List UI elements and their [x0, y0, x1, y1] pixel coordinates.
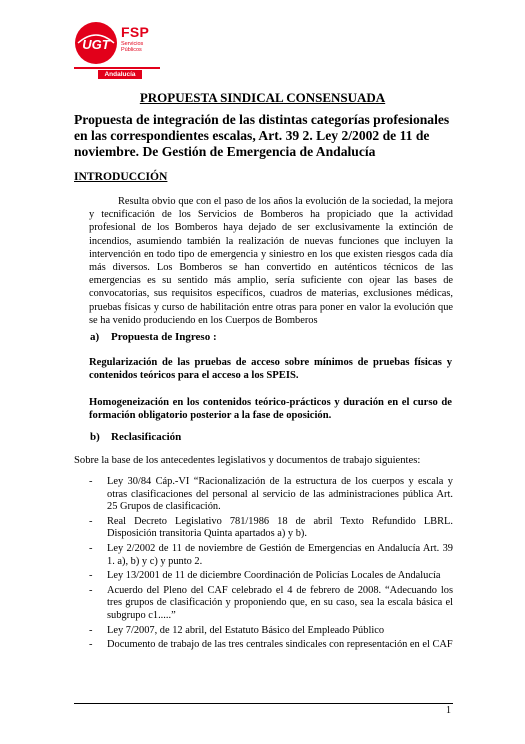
- document-heading: Propuesta de integración de las distintas categorías profesionales en las correspondientes escalas, Art. 39 2. Ley 2/2002 de 11 de noviembre. De Gestión de Emergencia de Andalucía: [74, 112, 450, 159]
- logo-brand: FSP: [121, 24, 150, 40]
- logo-sub-line1: Servicios: [121, 41, 144, 47]
- list-item: [89, 585, 453, 623]
- proposal-paragraph-1: Regularización de las pruebas de acceso sobre mínimos de pruebas físicas y contenidos teóricos para el acceso a los SPEIS.: [89, 357, 452, 381]
- list-item: [89, 625, 453, 638]
- bullet-dash: -: [89, 515, 93, 527]
- bullet-dash: -: [89, 584, 93, 596]
- list-item: [89, 570, 453, 583]
- logo-org-text: UGT: [82, 37, 110, 52]
- list-item: [89, 543, 453, 568]
- page-number: 1: [446, 705, 451, 716]
- list-item: [89, 516, 453, 541]
- list-item-text: Ley 2/2002 de 11 de noviembre de Gestión de Emergencias en Andalucía Art. 39 1. a), b) y c) y punto 2.: [107, 542, 453, 567]
- bullet-dash: -: [89, 639, 93, 651]
- list-item-text: Ley 30/84 Cáp.-VI “Racionalización de la estructura de los cuerpos y escala y otras clasificaciones del personal al servicio de las administraciones pública Art. 25 Grupos de clasificación.: [107, 476, 453, 513]
- list-item-text: Ley 7/2007, de 12 abril, del Estatuto Básico del Empleado Público: [107, 624, 385, 636]
- logo-text-block: [121, 25, 149, 53]
- bullet-dash: -: [89, 542, 93, 554]
- list-item: [89, 639, 453, 652]
- list-item: [89, 476, 453, 514]
- list-item-text: Ley 13/2001 de 11 de diciembre Coordinación de Policías Locales de Andalucía: [107, 570, 441, 582]
- document-title: PROPUESTA SINDICAL CONSENSUADA: [139, 90, 386, 105]
- section-a-label: a): [90, 331, 100, 343]
- ugt-logo-icon: [74, 21, 118, 65]
- intro-paragraph: Resulta obvio que con el paso de los años la evolución de la sociedad, la mejora y tecnificación de los Servicios de Bomberos ha propiciado que la actividad profesional de los Bomberos haya dejado de ser exclusivamente la extinción de incendios, asumiendo también la realización de nuevas funciones que incluyen la intervención en todo tipo de emergencia y siniestro en los que existen riesgos cada día más diversos. Los Bomberos se han convertido en auténticos técnicos de las emergencias es su sentido más amplio, sería suficiente con ojear las bases de convocatorias, sus requisitos específicos, cuadros de materias, exclusiones médicas, pruebas físicas y curso de habilitación entre otras para poner en valor la evolución que se ha venido produciendo en los Cuerpos de Bomberos: [89, 196, 453, 326]
- logo-sub-line2: Públicos: [121, 47, 142, 53]
- ugt-fsp-logo: [74, 21, 184, 77]
- basis-text: Sobre la base de los antecedentes legislativos y documentos de trabajo siguientes:: [74, 455, 421, 466]
- section-b-label: b): [90, 431, 100, 443]
- bullet-dash: -: [89, 624, 93, 636]
- section-a-title: Propuesta de Ingreso :: [111, 331, 217, 343]
- logo-region: Andalucía: [98, 70, 142, 79]
- list-item-text: Documento de trabajo de las tres centrales sindicales con representación en el CAF: [107, 639, 453, 651]
- footer-divider: [74, 703, 453, 704]
- legislation-list: [89, 476, 453, 654]
- proposal-paragraph-2: Homogeneización en los contenidos teórico-prácticos y duración en el curso de formación obligatorio posterior a la fase de oposición.: [89, 397, 452, 421]
- bullet-dash: -: [89, 476, 93, 487]
- section-b-heading: [90, 431, 181, 443]
- intro-heading: INTRODUCCIÓN: [74, 170, 168, 183]
- logo-divider: [74, 67, 160, 69]
- bullet-dash: -: [89, 570, 93, 582]
- list-item-text: Acuerdo del Pleno del CAF celebrado el 4 de febrero de 2008. “Adecuando los tres grupos de clasificación y proponiendo que, en su caso, sea la escala básica el subgrupo c1.....”: [107, 584, 453, 621]
- list-item-text: Real Decreto Legislativo 781/1986 18 de abril Texto Refundido LBRL. Disposición transitoria Quinta apartados a) y b).: [107, 515, 453, 540]
- section-a-heading: [90, 331, 217, 343]
- section-b-title: Reclasificación: [111, 431, 182, 443]
